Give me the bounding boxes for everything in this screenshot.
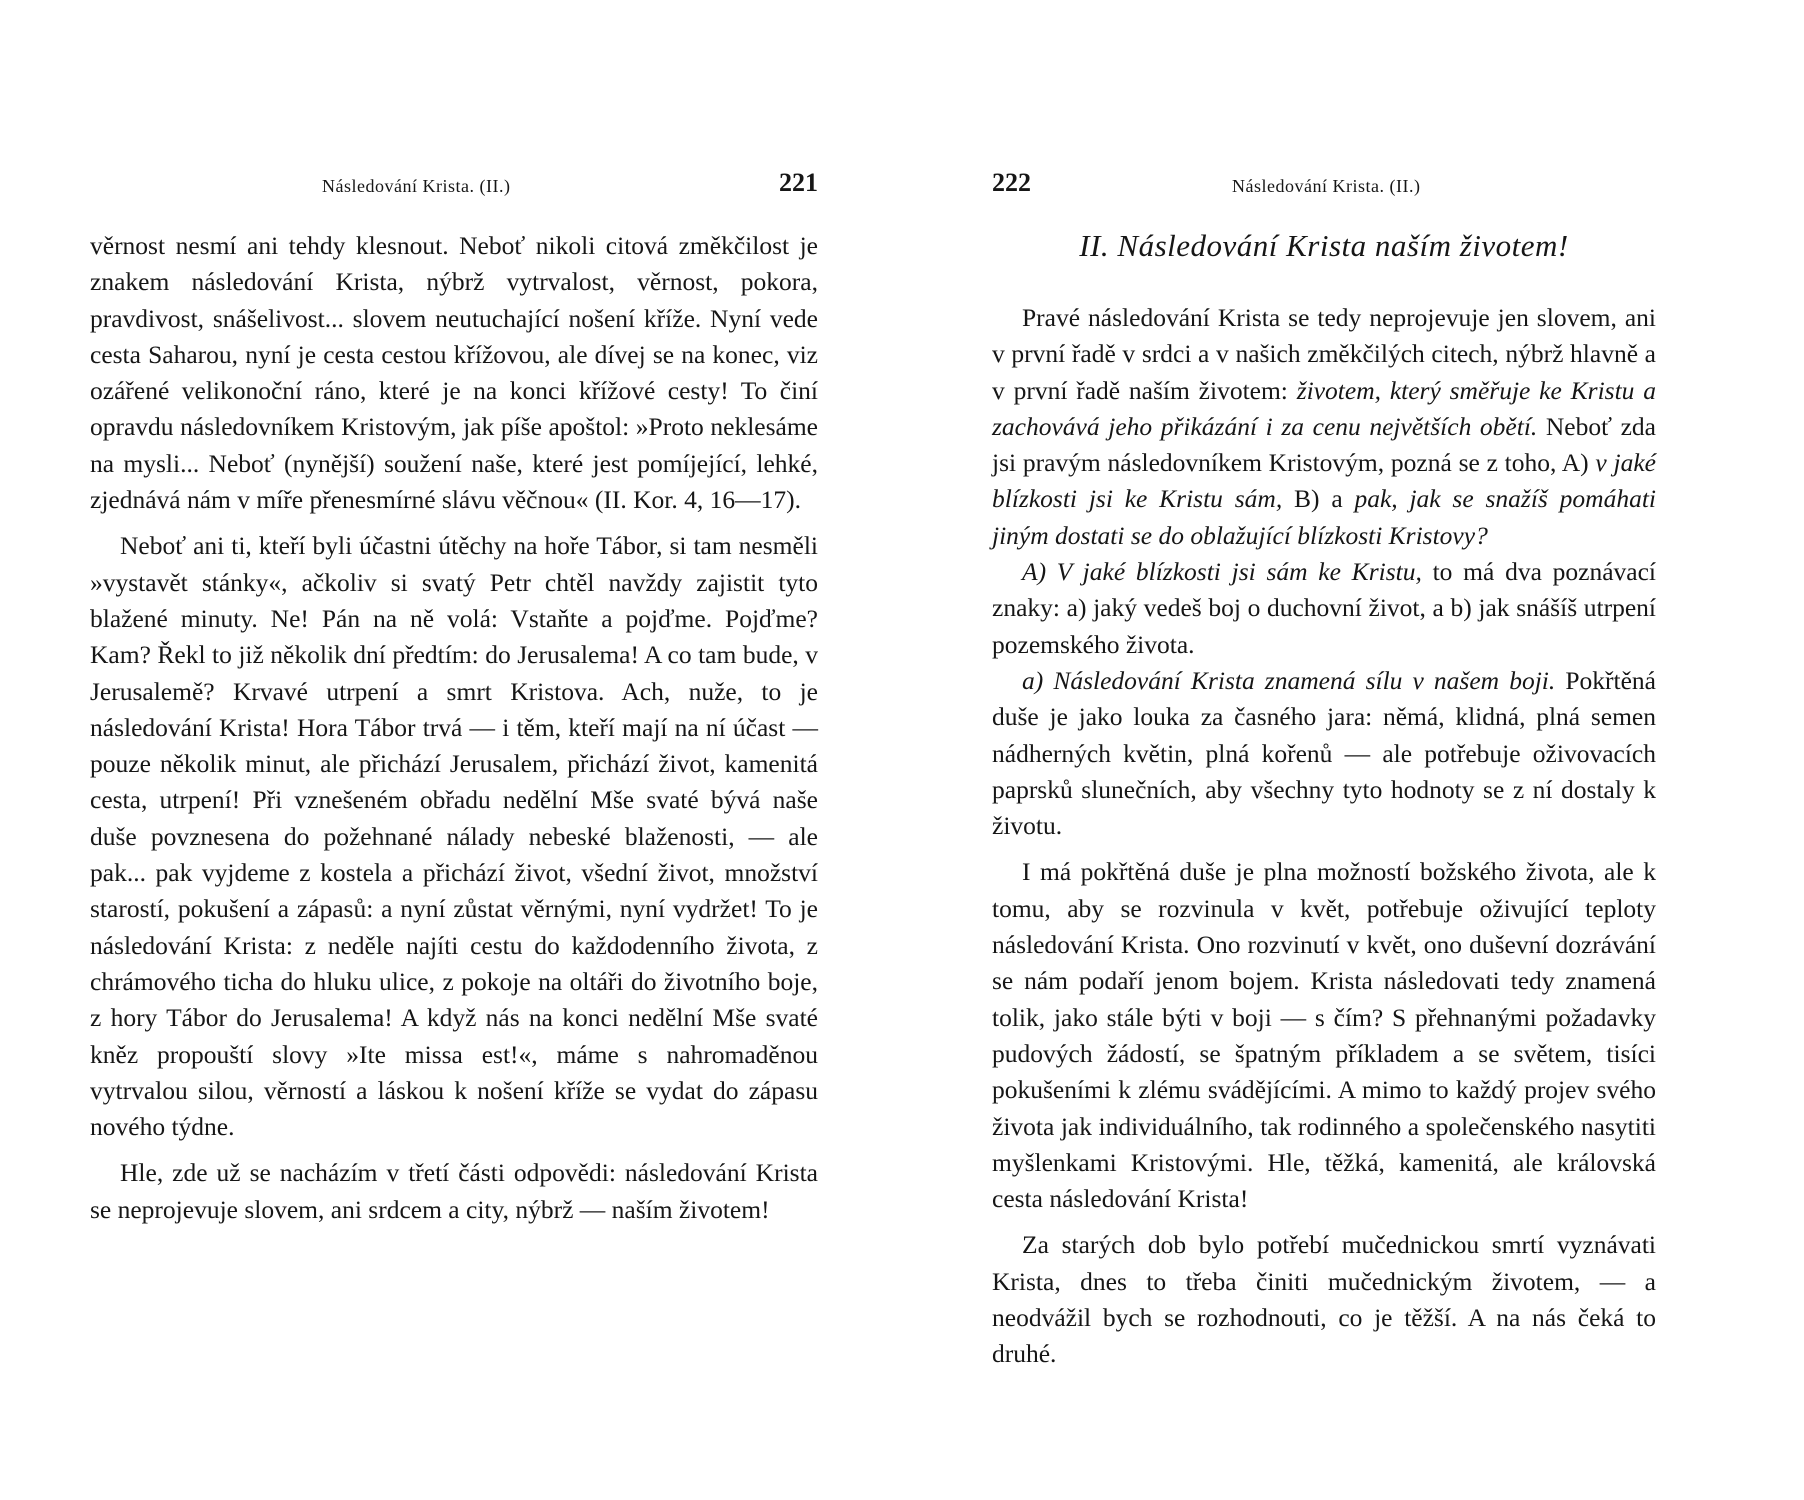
header-title: Následování Krista. (II.) [322,176,511,196]
paragraph: Za starých dob bylo potřebí mučednickou smrtí vyznávati Krista, dnes to třeba činiti mučednickým životem, — a neodvážil bych se rozhodnouti, co je těžší. A na nás čeká to druhé. [992,1230,1656,1369]
body-text [992,226,1656,1373]
page-number: 221 [779,168,818,197]
emphasis-text: a) Následování Krista znamená sílu v našem boji. [1022,665,1556,695]
section-heading: II. Následování Krista naším životem! [1079,228,1569,263]
header-title: Následování Krista. (II.) [1232,176,1421,196]
text-run: B) a [1282,484,1355,514]
page-number: 222 [992,168,1031,197]
running-header [90,168,818,208]
running-header [992,168,1656,208]
emphasis-text: v jaké blízkosti jsi ke Kristu sám, [992,448,1656,514]
emphasis-text: životem, který směřuje ke Kristu a zachovává jeho přikázání i za cenu největších obětí. [992,375,1656,441]
text-run: to má dva poznávací znaky: a) jaký vedeš boj o duchovní život, a b) jak snášíš utrpení pozemského života. [992,557,1656,659]
emphasis-text: pak, jak se snažíš pomáhati jiným dostati se do oblažující blízkosti Kristovy? [992,484,1656,550]
right-page [902,0,1804,1500]
paragraph: Hle, zde už se nacházím v třetí části odpovědi: následování Krista se neprojevuje slovem, ani srdcem a city, nýbrž — naším životem! [90,1158,818,1224]
paragraph [992,554,1656,663]
text-run: Pokřtěná duše je jako louka za časného jara: němá, klidná, plná semen nádherných květin, plná kořenů — ale potřebuje oživovacích paprsků slunečních, aby všechny tyto hodnoty se z ní dostaly k životu. [992,665,1656,841]
paragraph: I má pokřtěná duše je plna možností božského života, ale k tomu, aby se rozvinula v květ, potřebuje oživující teploty následování Krista. Ono rozvinutí v květ, ono duševní dozrávání se nám podaří jenom bojem. Krista následovati tedy znamená tolik, jako stále býti v boji — s čím? S přehnanými požadavky pudových žádostí, se špatným příkladem a se světem, tisíci pokušeními k zlému svádějícími. A mimo to každý projev svého života jak individuálního, tak rodinného a společenského nasytiti myšlenkami Kristovými. Hle, těžká, kamenitá, ale královská cesta následování Krista! [992,857,1656,1214]
paragraph: Neboť ani ti, kteří byli účastni útěchy na hoře Tábor, si tam nesměli »vystavět stánky«, ačkoliv si svatý Petr chtěl navždy zajistit tyto blažené minuty. Ne! Pán na ně volá: Vstaňte a pojďme. Pojďme? Kam? Řekl to již několik dní předtím: do Jerusalema! A co tam bude, v Jerusalemě? Krvavé utrpení a smrt Kristova. Ach, nuže, to je následování Krista! Hora Tábor trvá — i těm, kteří mají na ní účast — pouze několik minut, ale přichází Jerusalem, přichází život, kamenitá cesta, utrpení! Při vznešeném obřadu nedělní Mše svaté bývá naše duše povznesena do požehnané nálady nebeské blaženosti, — ale pak... pak vyjdeme z kostela a přichází život, všední život, množství starostí, pokušení a zápasů: a nyní zůstat věrnými, nyní vydržet! To je následování Krista: z neděle najíti cestu do každodenního života, z chrámového ticha do hluku ulice, z pokoje na oltáři do životního boje, z hory Tábor do Jerusalema! A když nás na konci nedělní Mše svaté kněz propouští slovy »Ite missa est!«, máme s nahromaděnou vytrvalou silou, věrností a láskou k nošení kříže se vydat do zápasu nového týdne. [90,531,818,1142]
text-run: Pravé následování Krista se tedy neprojevuje jen slovem, ani v první řadě v srdci a v našich změkčilých citech, nýbrž hlavně a v první řadě naším životem: [992,303,1656,405]
paragraph: věrnost nesmí ani tehdy klesnout. Neboť nikoli citová změkčilost je znakem následování Krista, nýbrž vytrvalost, věrnost, pokora, pravdivost, snášelivost... slovem neutuchající nošení kříže. Nyní vede cesta Saharou, nyní je cesta cestou křížovou, ale dívej se na konec, viz ozářené velikonoční ráno, které je na konci křížové cesty! To činí opravdu následovníkem Kristovým, jak píše apoštol: »Proto neklesáme na mysli... Neboť (nynější) soužení naše, které jest pomíjející, lehké, zjednává nám v míře přenesmírné slávu věčnou« (II. Kor. 4, 16—17). [90,231,818,515]
paragraph [992,663,1656,844]
paragraph [992,300,1656,554]
emphasis-text: A) V jaké blízkosti jsi sám ke Kristu, [1022,557,1422,587]
body-text [90,228,818,1228]
text-run: Neboť zda jsi pravým následovníkem Kristovým, pozná se z toho, A) [992,411,1656,478]
